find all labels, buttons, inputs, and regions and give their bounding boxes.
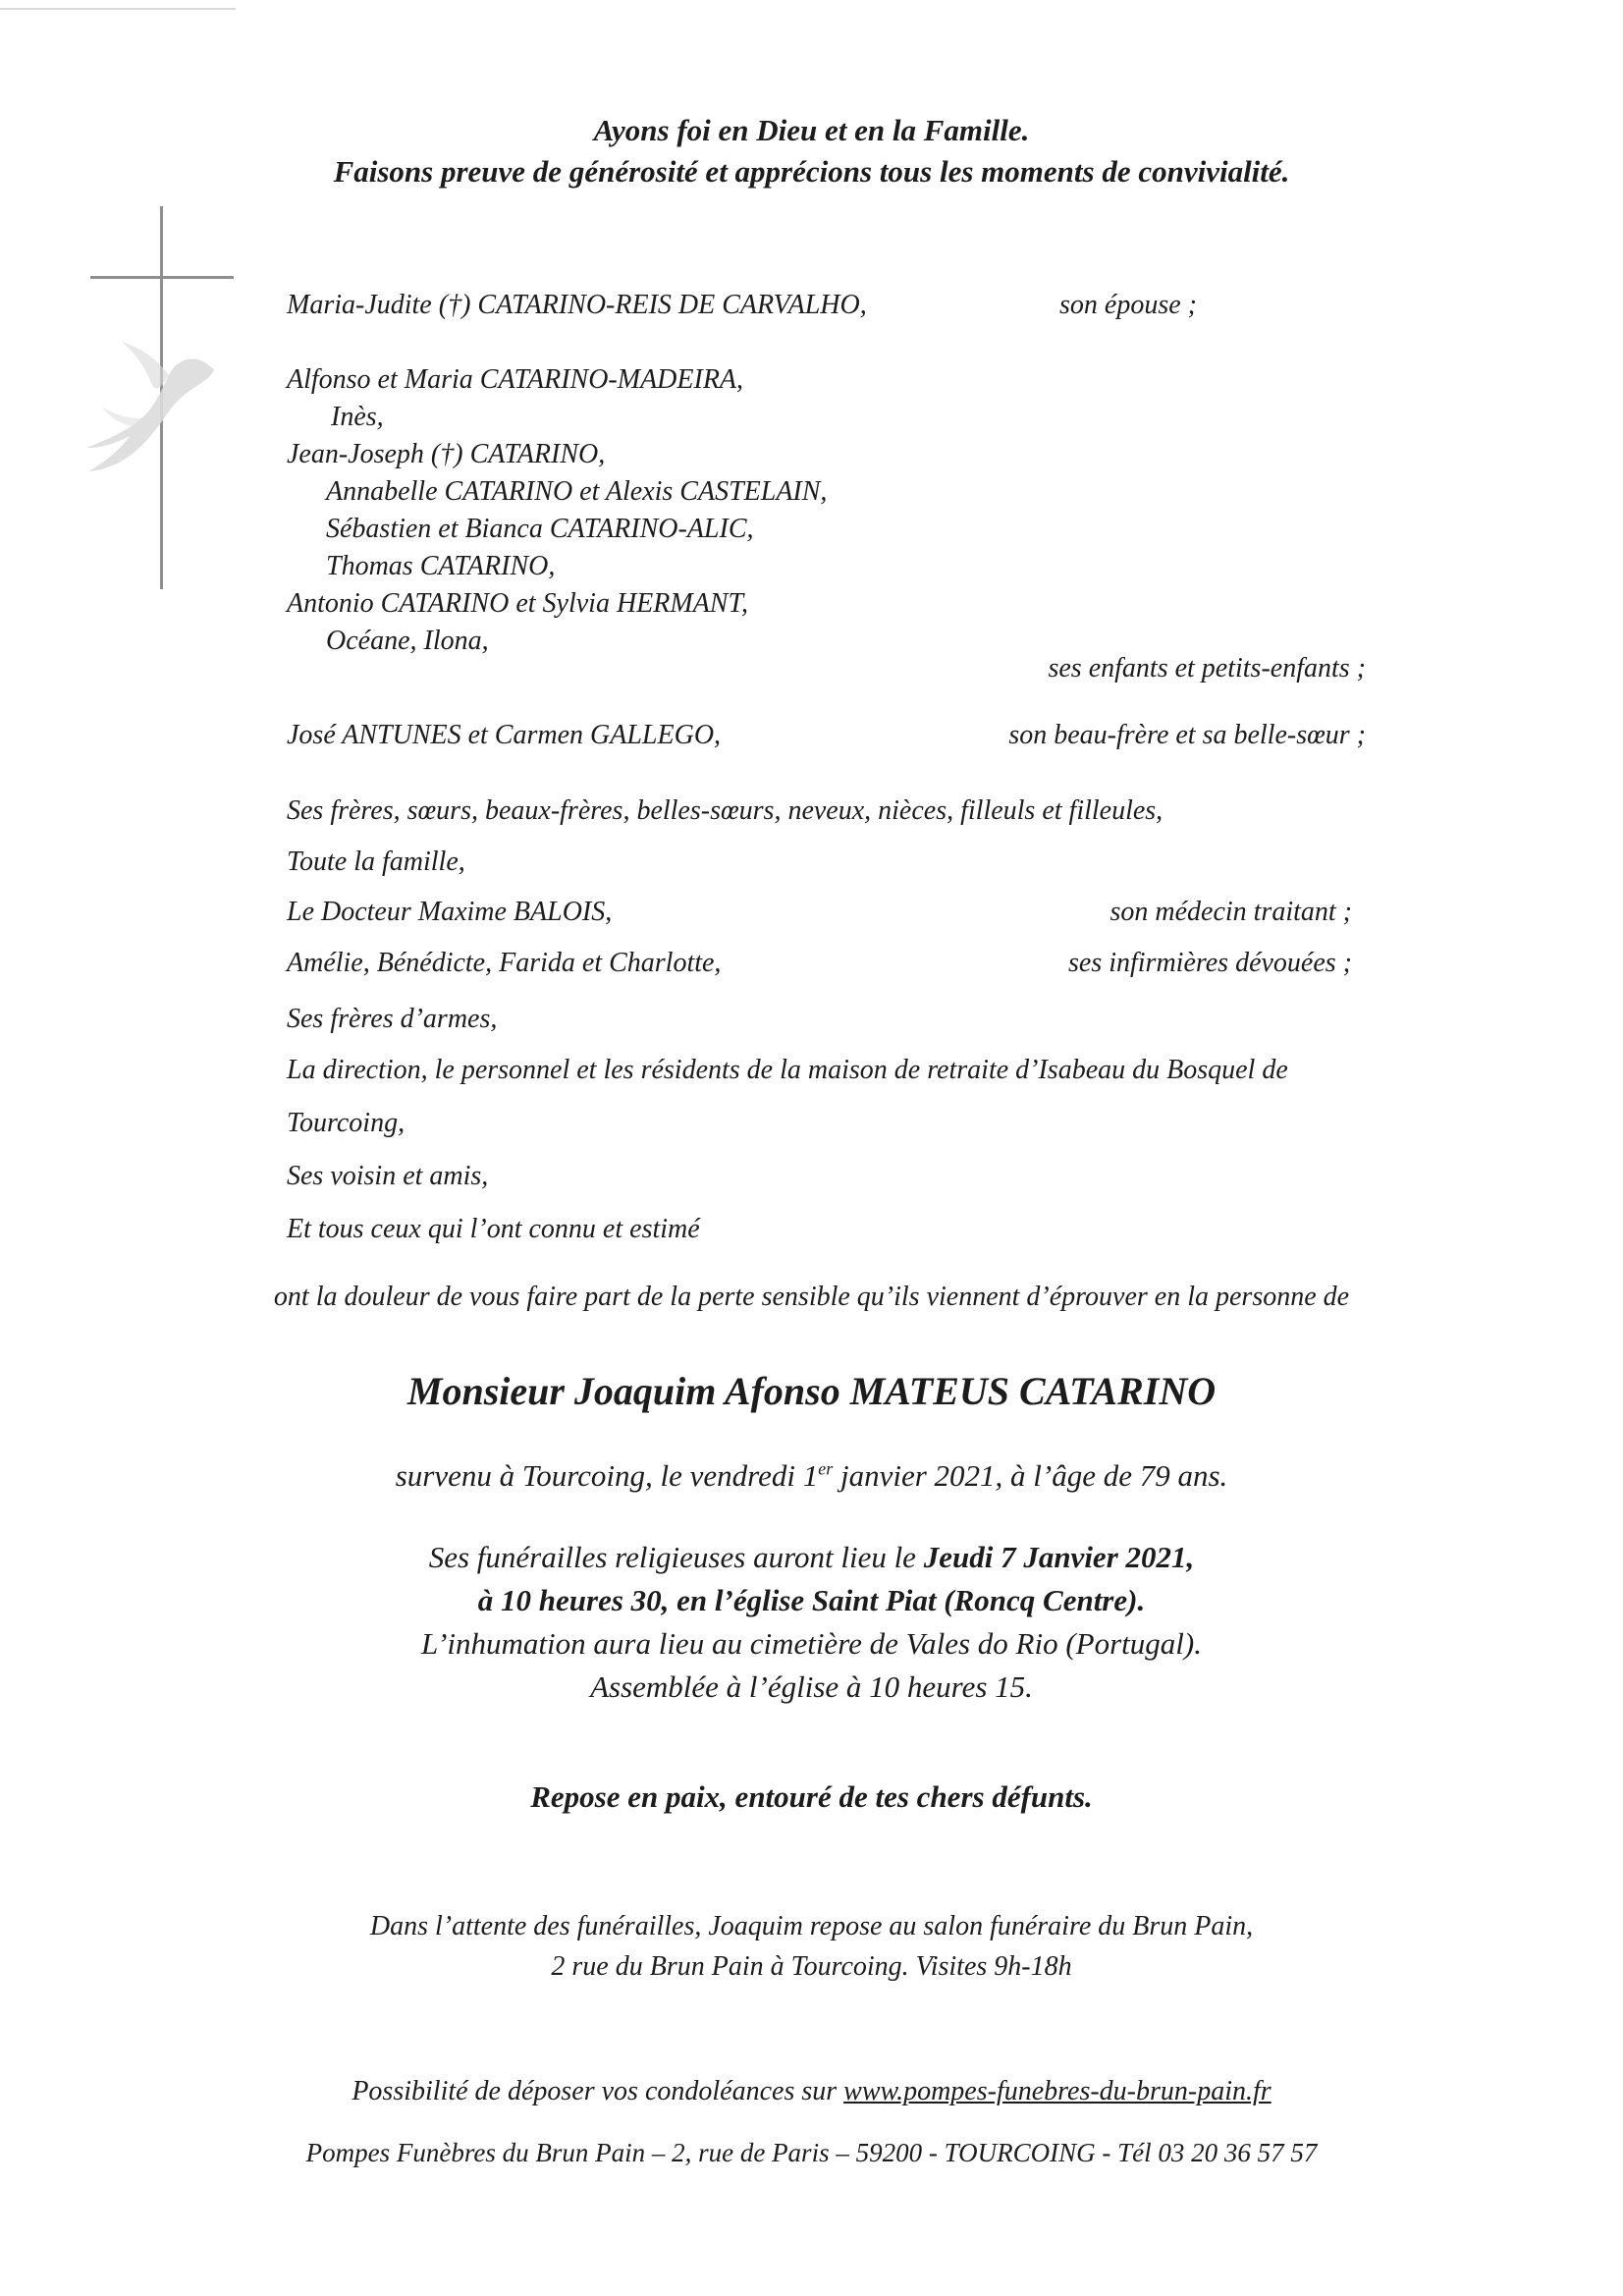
dove-icon [59, 324, 226, 501]
inlaw-role: son beau-frère et sa belle-sœur ; [1008, 720, 1366, 750]
funeral-line-1-text: Ses funérailles religieuses auront lieu le [428, 1540, 924, 1574]
death-text-before: survenu à Tourcoing, le vendredi 1 [395, 1458, 819, 1493]
relatives-line: Ses frères, sœurs, beaux-frères, belles-sœurs, neveux, nièces, filleuls et filleules, [287, 795, 1163, 826]
condolences-line [0, 2076, 1623, 2107]
whole-family-line: Toute la famille, [287, 847, 465, 877]
death-line [0, 1458, 1623, 1494]
child-line: Thomas CATARINO, [326, 551, 556, 581]
child-line: Océane, Ilona, [326, 626, 489, 656]
deceased-name: Monsieur Joaquim Afonso MATEUS CATARINO [406, 1369, 1217, 1413]
scan-artifact [0, 8, 236, 10]
funeral-home-footer: Pompes Funèbres du Brun Pain – 2, rue de Paris – 59200 - TOURCOING - Tél 03 20 36 57 57 [305, 2138, 1318, 2167]
condolences-text: Possibilité de déposer vos condoléances sur [352, 2076, 844, 2106]
death-superscript: er [818, 1458, 834, 1479]
child-line: Annabelle CATARINO et Alexis CASTELAIN, [326, 476, 828, 507]
neighbours-line: Ses voisin et amis, [287, 1161, 489, 1191]
spouse-name: Maria-Judite (†) CATARINO-REIS DE CARVALHO, [287, 290, 867, 320]
nurses-role: ses infirmières dévouées ; [1068, 948, 1352, 978]
farewell-line: Repose en paix, entouré de tes chers défunts. [530, 1779, 1093, 1814]
spouse-role: son épouse ; [1059, 290, 1197, 320]
inlaw-name: José ANTUNES et Carmen GALLEGO, [287, 720, 722, 750]
brothers-in-arms-line: Ses frères d’armes, [287, 1004, 498, 1034]
motto-line-1: Ayons foi en Dieu et en la Famille. [593, 113, 1030, 147]
child-line: Sébastien et Bianca CATARINO-ALIC, [326, 514, 754, 544]
visit-line-2: 2 rue du Brun Pain à Tourcoing. Visites 9h-18h [551, 1951, 1072, 1982]
death-text-after: janvier 2021, à l’âge de 79 ans. [833, 1458, 1228, 1493]
child-line: Antonio CATARINO et Sylvia HERMANT, [287, 588, 748, 619]
care-home-line-1: La direction, le personnel et les résidents de la maison de retraite d’Isabeau du Bosquel de [287, 1055, 1288, 1085]
motto-line-2: Faisons preuve de générosité et apprécions tous les moments de convivialité. [333, 154, 1290, 189]
funeral-date: Jeudi 7 Janvier 2021, [923, 1540, 1195, 1574]
child-line: Jean-Joseph (†) CATARINO, [287, 439, 606, 469]
funeral-line-4: Assemblée à l’église à 10 heures 15. [590, 1669, 1033, 1704]
announcement-line: ont la douleur de vous faire part de la perte sensible qu’ils viennent d’éprouver en la personne de [273, 1282, 1350, 1312]
doctor-name: Le Docteur Maxime BALOIS, [287, 897, 613, 927]
all-others-line: Et tous ceux qui l’ont connu et estimé [287, 1214, 700, 1244]
visit-line-1: Dans l’attente des funérailles, Joaquim repose au salon funéraire du Brun Pain, [369, 1911, 1254, 1941]
child-line: Alfonso et Maria CATARINO-MADEIRA, [287, 364, 744, 395]
condolences-link[interactable]: www.pompes-funebres-du-brun-pain.fr [843, 2076, 1271, 2106]
children-role: ses enfants et petits-enfants ; [1048, 653, 1366, 683]
funeral-line-1 [0, 1540, 1623, 1575]
care-home-line-2: Tourcoing, [287, 1108, 406, 1138]
funeral-line-3: L’inhumation aura lieu au cimetière de Vales do Rio (Portugal). [421, 1626, 1202, 1661]
child-line: Inès, [331, 402, 384, 432]
doctor-role: son médecin traitant ; [1109, 897, 1352, 927]
nurses-name: Amélie, Bénédicte, Farida et Charlotte, [287, 948, 722, 978]
funeral-line-2: à 10 heures 30, en l’église Saint Piat (Roncq Centre). [477, 1583, 1146, 1617]
